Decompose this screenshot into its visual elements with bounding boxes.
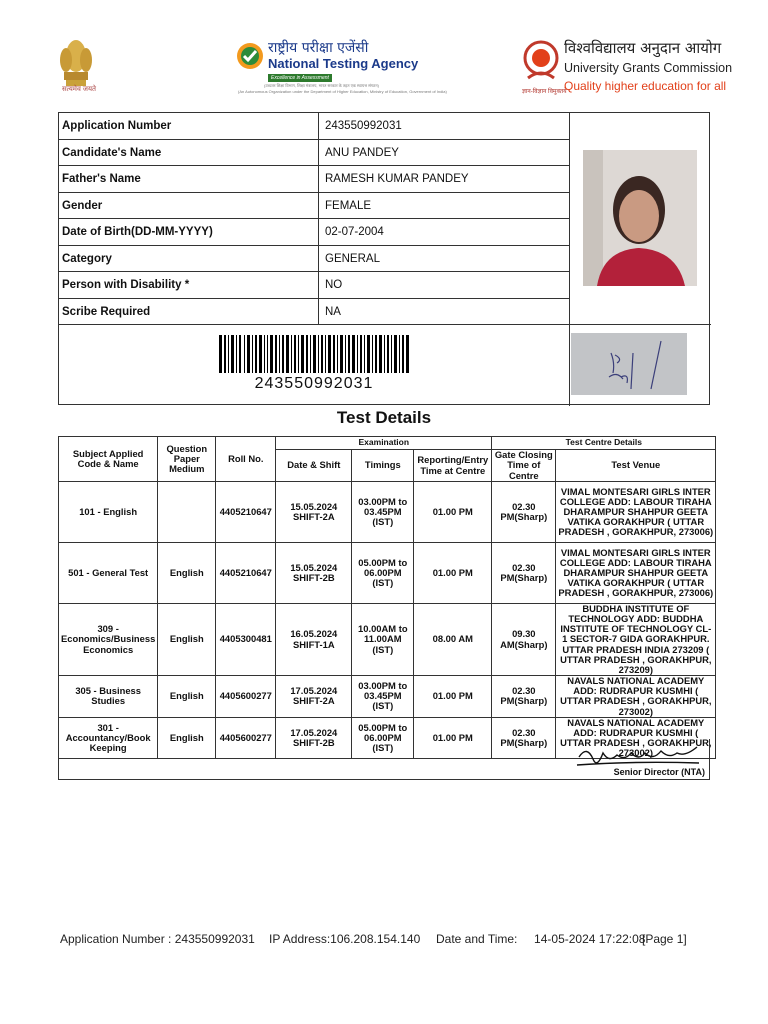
cell-gate: 02.30 PM(Sharp) <box>492 482 556 543</box>
cell-medium: English <box>158 543 216 604</box>
info-label: Father's Name <box>59 166 319 192</box>
cell-gate: 09.30 AM(Sharp) <box>492 604 556 676</box>
info-label: Person with Disability * <box>59 272 319 298</box>
cell-gate: 02.30 PM(Sharp) <box>492 676 556 718</box>
footer-application-number: Application Number : 243550992031 <box>60 932 255 946</box>
cell-date: 15.05.2024 SHIFT-2B <box>276 543 352 604</box>
header-reporting: Reporting/Entry Time at Centre <box>414 450 492 482</box>
cell-reporting: 01.00 PM <box>414 676 492 718</box>
cell-reporting: 08.00 AM <box>414 604 492 676</box>
info-row <box>59 272 570 299</box>
cell-roll: 4405600277 <box>216 676 276 718</box>
table-row <box>59 482 716 543</box>
cell-roll: 4405210647 <box>216 482 276 543</box>
footer-page-number: [Page 1] <box>642 932 687 946</box>
info-value: GENERAL <box>325 252 380 265</box>
barcode-divider <box>59 324 711 325</box>
header-medium: Question Paper Medium <box>158 437 216 482</box>
info-value: NA <box>325 305 341 318</box>
info-value: RAMESH KUMAR PANDEY <box>325 173 469 185</box>
info-label: Gender <box>59 193 319 219</box>
info-value: NO <box>325 279 343 291</box>
cell-gate: 02.30 PM(Sharp) <box>492 717 556 759</box>
footer-date-time: Date and Time: 14-05-2024 17:22:08 <box>436 932 646 946</box>
cell-medium <box>158 482 216 543</box>
cell-medium: English <box>158 604 216 676</box>
info-row <box>59 113 570 140</box>
cell-reporting: 01.00 PM <box>414 543 492 604</box>
info-label: Date of Birth(DD-MM-YYYY) <box>59 219 319 245</box>
info-divider <box>569 113 570 406</box>
ugc-hindi-name: विश्वविद्यालय अनुदान आयोग <box>564 39 722 57</box>
nta-logo-icon <box>236 42 264 70</box>
info-row <box>59 246 570 273</box>
test-details-title: Test Details <box>336 408 432 427</box>
test-details-table <box>58 436 716 759</box>
candidate-info-table <box>58 112 710 405</box>
nta-subtitle-english: (An Autonomous Organization under the Department of Higher Education, Ministry of Education, Government of India) <box>238 89 447 94</box>
cell-roll: 4405600277 <box>216 717 276 759</box>
cell-date: 16.05.2024 SHIFT-1A <box>276 604 352 676</box>
cell-timings: 10.00AM to 11.00AM (IST) <box>352 604 414 676</box>
emblem-caption: सत्यमेव जयते <box>61 86 97 93</box>
cell-timings: 03.00PM to 03.45PM (IST) <box>352 482 414 543</box>
info-row <box>59 219 570 246</box>
cell-subject: 305 - Business Studies <box>59 676 158 718</box>
signatory-title: Senior Director (NTA) <box>613 767 705 777</box>
cell-medium: English <box>158 717 216 759</box>
cell-medium: English <box>158 676 216 718</box>
info-value: FEMALE <box>325 199 372 212</box>
table-row <box>59 604 716 676</box>
info-value: 02-07-2004 <box>325 226 384 238</box>
info-row <box>59 193 570 220</box>
header-roll: Roll No. <box>216 437 276 482</box>
ugc-name: University Grants Commission <box>564 61 733 75</box>
info-label: Application Number <box>59 113 319 139</box>
header-centre-details: Test Centre Details <box>492 437 716 450</box>
cell-subject: 301 - Accountancy/Book Keeping <box>59 717 158 759</box>
info-row <box>59 166 570 193</box>
cell-subject: 101 - English <box>59 482 158 543</box>
cell-timings: 05.00PM to 06.00PM (IST) <box>352 717 414 759</box>
cell-roll: 4405210647 <box>216 543 276 604</box>
nta-hindi-name: राष्ट्रीय परीक्षा एजेंसी <box>268 40 369 56</box>
ugc-logo-icon <box>522 38 560 84</box>
header-subject: Subject Applied Code & Name <box>59 437 158 482</box>
cell-venue: VIMAL MONTESARI GIRLS INTER COLLEGE ADD: LABOUR TIRAHA DHARAMPUR SHAHPUR GEETA VATIKA GORAKHPUR ( UTTAR PRADESH , GORAKHPUR, 273006) <box>556 543 716 604</box>
candidate-signature <box>571 333 687 395</box>
cell-reporting: 01.00 PM <box>414 482 492 543</box>
ugc-tagline: Quality higher education for all <box>564 79 727 93</box>
cell-gate: 02.30 PM(Sharp) <box>492 543 556 604</box>
nta-tagline: Excellence in Assessment <box>268 74 332 82</box>
signature-row <box>58 739 710 780</box>
cell-reporting: 01.00 PM <box>414 717 492 759</box>
info-value: ANU PANDEY <box>325 146 399 159</box>
info-value: 243550992031 <box>325 120 402 132</box>
nta-name: National Testing Agency <box>268 56 419 71</box>
cell-venue: NAVALS NATIONAL ACADEMY ADD: RUDRAPUR KUSMHI ( UTTAR PRADESH , GORAKHPUR, 273002) <box>556 676 716 718</box>
barcode-number: 243550992031 <box>254 375 374 392</box>
cell-timings: 03.00PM to 03.45PM (IST) <box>352 676 414 718</box>
cell-timings: 05.00PM to 06.00PM (IST) <box>352 543 414 604</box>
info-row <box>59 140 570 167</box>
info-row <box>59 299 570 326</box>
header-timings: Timings <box>352 450 414 482</box>
footer-ip-address: IP Address:106.208.154.140 <box>269 932 421 946</box>
header-venue: Test Venue <box>556 450 716 482</box>
candidate-photo <box>583 150 697 286</box>
cell-date: 15.05.2024 SHIFT-2A <box>276 482 352 543</box>
table-header-row <box>59 437 716 450</box>
info-label: Category <box>59 246 319 272</box>
cell-venue: BUDDHA INSTITUTE OF TECHNOLOGY ADD: BUDDHA INSTITUTE OF TECHNOLOGY CL-1 SECTOR-7 GIDA GORAKHPUR. UTTAR PRADESH INDIA 273209 ( UTTAR PRADESH , GORAKHPUR, 273209) <box>556 604 716 676</box>
cell-roll: 4405300481 <box>216 604 276 676</box>
cell-date: 17.05.2024 SHIFT-2B <box>276 717 352 759</box>
header-gate-closing: Gate Closing Time of Centre <box>492 450 556 482</box>
cell-subject: 501 - General Test <box>59 543 158 604</box>
cell-subject: 309 - Economics/Business Economics <box>59 604 158 676</box>
cell-venue: VIMAL MONTESARI GIRLS INTER COLLEGE ADD: LABOUR TIRAHA DHARAMPUR SHAHPUR GEETA VATIKA GORAKHPUR ( UTTAR PRADESH , GORAKHPUR, 273006) <box>556 482 716 543</box>
info-label: Scribe Required <box>59 299 319 326</box>
cell-date: 17.05.2024 SHIFT-2A <box>276 676 352 718</box>
header-examination: Examination <box>276 437 492 450</box>
table-row <box>59 676 716 718</box>
table-row <box>59 543 716 604</box>
nta-subtitle-hindi: (उच्चतर शिक्षा विभाग, शिक्षा मंत्रालय, भारत सरकार के तहत एक स्वायत्त संगठन) <box>264 83 379 88</box>
cell-venue: NAVALS NATIONAL ACADEMY ADD: RUDRAPUR KUSMHI ( UTTAR PRADESH , GORAKHPUR, 273002) <box>556 717 716 759</box>
ugc-caption: ज्ञान-विज्ञान विमुक्तये <box>522 89 567 95</box>
barcode-image <box>219 335 409 373</box>
info-label: Candidate's Name <box>59 140 319 166</box>
header-date-shift: Date & Shift <box>276 450 352 482</box>
